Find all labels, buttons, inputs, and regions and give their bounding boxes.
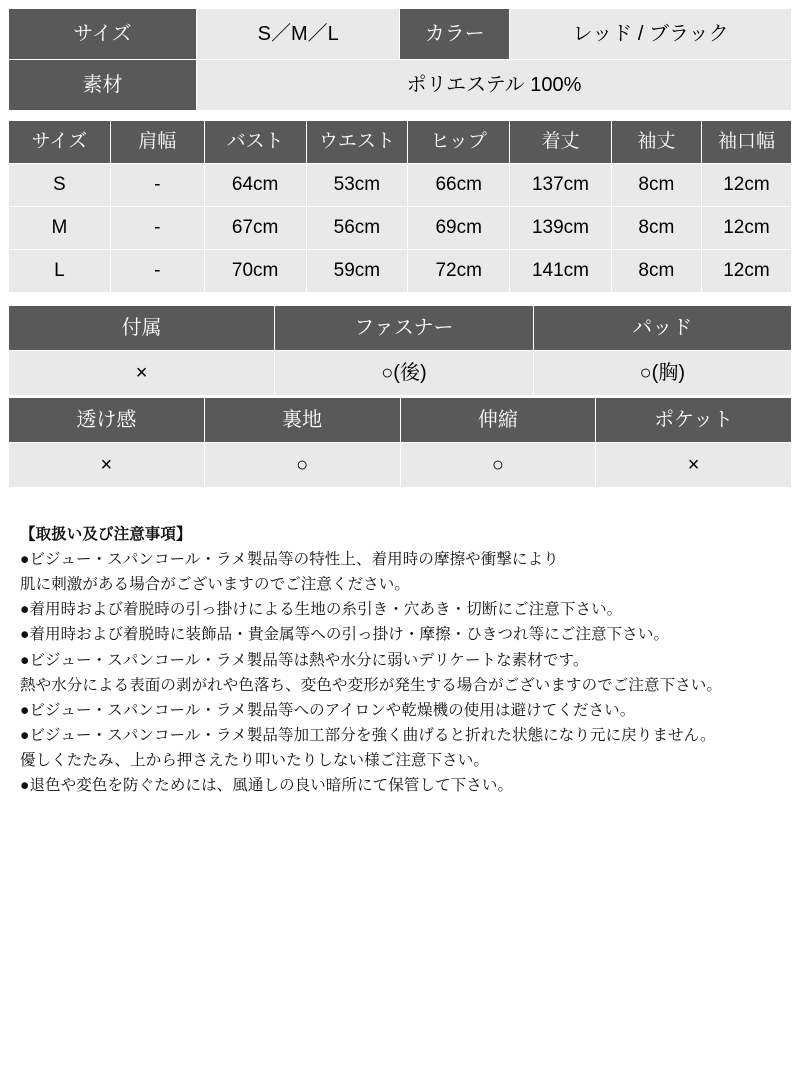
- table-header-row: [9, 121, 792, 164]
- measurement-cell: 12cm: [701, 207, 791, 250]
- attribute-value-zipper: ○(後): [275, 351, 533, 396]
- property-value-lining: ○: [204, 443, 400, 488]
- measurement-cell: 72cm: [408, 250, 510, 293]
- property-header-sheerness: 透け感: [9, 398, 205, 443]
- measurement-table: [8, 120, 792, 293]
- table-row: [9, 351, 792, 396]
- measurement-cell: 141cm: [510, 250, 612, 293]
- table-row: [9, 60, 792, 111]
- care-note-line: ●着用時および着脱時の引っ掛けによる生地の糸引き・穴あき・切断にご注意下さい。: [20, 601, 623, 619]
- measurement-header-cuff-width: 袖口幅: [701, 121, 791, 164]
- attribute-value-accessory: ×: [9, 351, 275, 396]
- measurement-header-waist: ウエスト: [306, 121, 408, 164]
- table-row: [9, 164, 792, 207]
- table-header-row: [9, 398, 792, 443]
- measurement-cell: 8cm: [611, 164, 701, 207]
- measurement-cell: 12cm: [701, 164, 791, 207]
- measurement-cell: 67cm: [204, 207, 306, 250]
- attribute-header-accessory: 付属: [9, 306, 275, 351]
- property-table: [8, 397, 792, 488]
- care-notes: [8, 522, 792, 798]
- attribute-table: [8, 305, 792, 396]
- measurement-cell: 56cm: [306, 207, 408, 250]
- basic-info-table: [8, 8, 792, 111]
- property-header-lining: 裏地: [204, 398, 400, 443]
- attribute-header-pad: パッド: [533, 306, 791, 351]
- property-header-pocket: ポケット: [596, 398, 792, 443]
- property-value-sheerness: ×: [9, 443, 205, 488]
- measurement-cell: 59cm: [306, 250, 408, 293]
- measurement-cell: 137cm: [510, 164, 612, 207]
- size-value: S／M／L: [196, 9, 400, 60]
- measurement-cell: 66cm: [408, 164, 510, 207]
- care-note-line: ●退色や変色を防ぐためには、風通しの良い暗所にて保管して下さい。: [20, 777, 514, 795]
- table-row: [9, 207, 792, 250]
- property-value-pocket: ×: [596, 443, 792, 488]
- care-notes-title: 【取扱い及び注意事項】: [20, 526, 192, 543]
- measurement-cell: M: [9, 207, 111, 250]
- measurement-header-bust: バスト: [204, 121, 306, 164]
- measurement-cell: -: [110, 207, 204, 250]
- attribute-value-pad: ○(胸): [533, 351, 791, 396]
- color-label: カラー: [400, 9, 510, 60]
- care-note-line: 優しくたたみ、上から押さえたり叩いたりしない様ご注意下さい。: [20, 751, 489, 769]
- material-value: ポリエステル 100%: [196, 60, 791, 111]
- measurement-cell: 69cm: [408, 207, 510, 250]
- measurement-cell: 70cm: [204, 250, 306, 293]
- care-note-line: 熱や水分による表面の剥がれや色落ち、変色や変形が発生する場合がございますのでご注意下さい。: [20, 676, 723, 694]
- measurement-cell: L: [9, 250, 111, 293]
- size-label: サイズ: [9, 9, 197, 60]
- material-label: 素材: [9, 60, 197, 111]
- measurement-cell: 64cm: [204, 164, 306, 207]
- measurement-header-length: 着丈: [510, 121, 612, 164]
- care-note-line: ●着用時および着脱時に装飾品・貴金属等への引っ掛け・摩擦・ひきつれ等にご注意下さい。: [20, 626, 670, 644]
- measurement-cell: S: [9, 164, 111, 207]
- care-note-line: 肌に刺激がある場合がございますのでご注意ください。: [20, 576, 411, 594]
- care-note-line: ●ビジュー・スパンコール・ラメ製品等は熱や水分に弱いデリケートな素材です。: [20, 651, 589, 669]
- measurement-cell: 8cm: [611, 250, 701, 293]
- measurement-cell: 139cm: [510, 207, 612, 250]
- property-header-stretch: 伸縮: [400, 398, 596, 443]
- measurement-header-hip: ヒップ: [408, 121, 510, 164]
- measurement-header-size: サイズ: [9, 121, 111, 164]
- measurement-cell: -: [110, 164, 204, 207]
- color-value: レッド / ブラック: [510, 9, 792, 60]
- measurement-cell: -: [110, 250, 204, 293]
- care-note-line: ●ビジュー・スパンコール・ラメ製品等へのアイロンや乾燥機の使用は避けてください。: [20, 701, 636, 719]
- measurement-cell: 8cm: [611, 207, 701, 250]
- measurement-cell: 53cm: [306, 164, 408, 207]
- table-row: [9, 9, 792, 60]
- table-header-row: [9, 306, 792, 351]
- measurement-header-sleeve-length: 袖丈: [611, 121, 701, 164]
- table-row: [9, 250, 792, 293]
- measurement-header-shoulder: 肩幅: [110, 121, 204, 164]
- table-row: [9, 443, 792, 488]
- attribute-header-zipper: ファスナー: [275, 306, 533, 351]
- measurement-cell: 12cm: [701, 250, 791, 293]
- care-note-line: ●ビジュー・スパンコール・ラメ製品等加工部分を強く曲げると折れた状態になり元に戻りません。: [20, 726, 716, 744]
- care-note-line: ●ビジュー・スパンコール・ラメ製品等の特性上、着用時の摩擦や衝撃により: [20, 551, 559, 569]
- property-value-stretch: ○: [400, 443, 596, 488]
